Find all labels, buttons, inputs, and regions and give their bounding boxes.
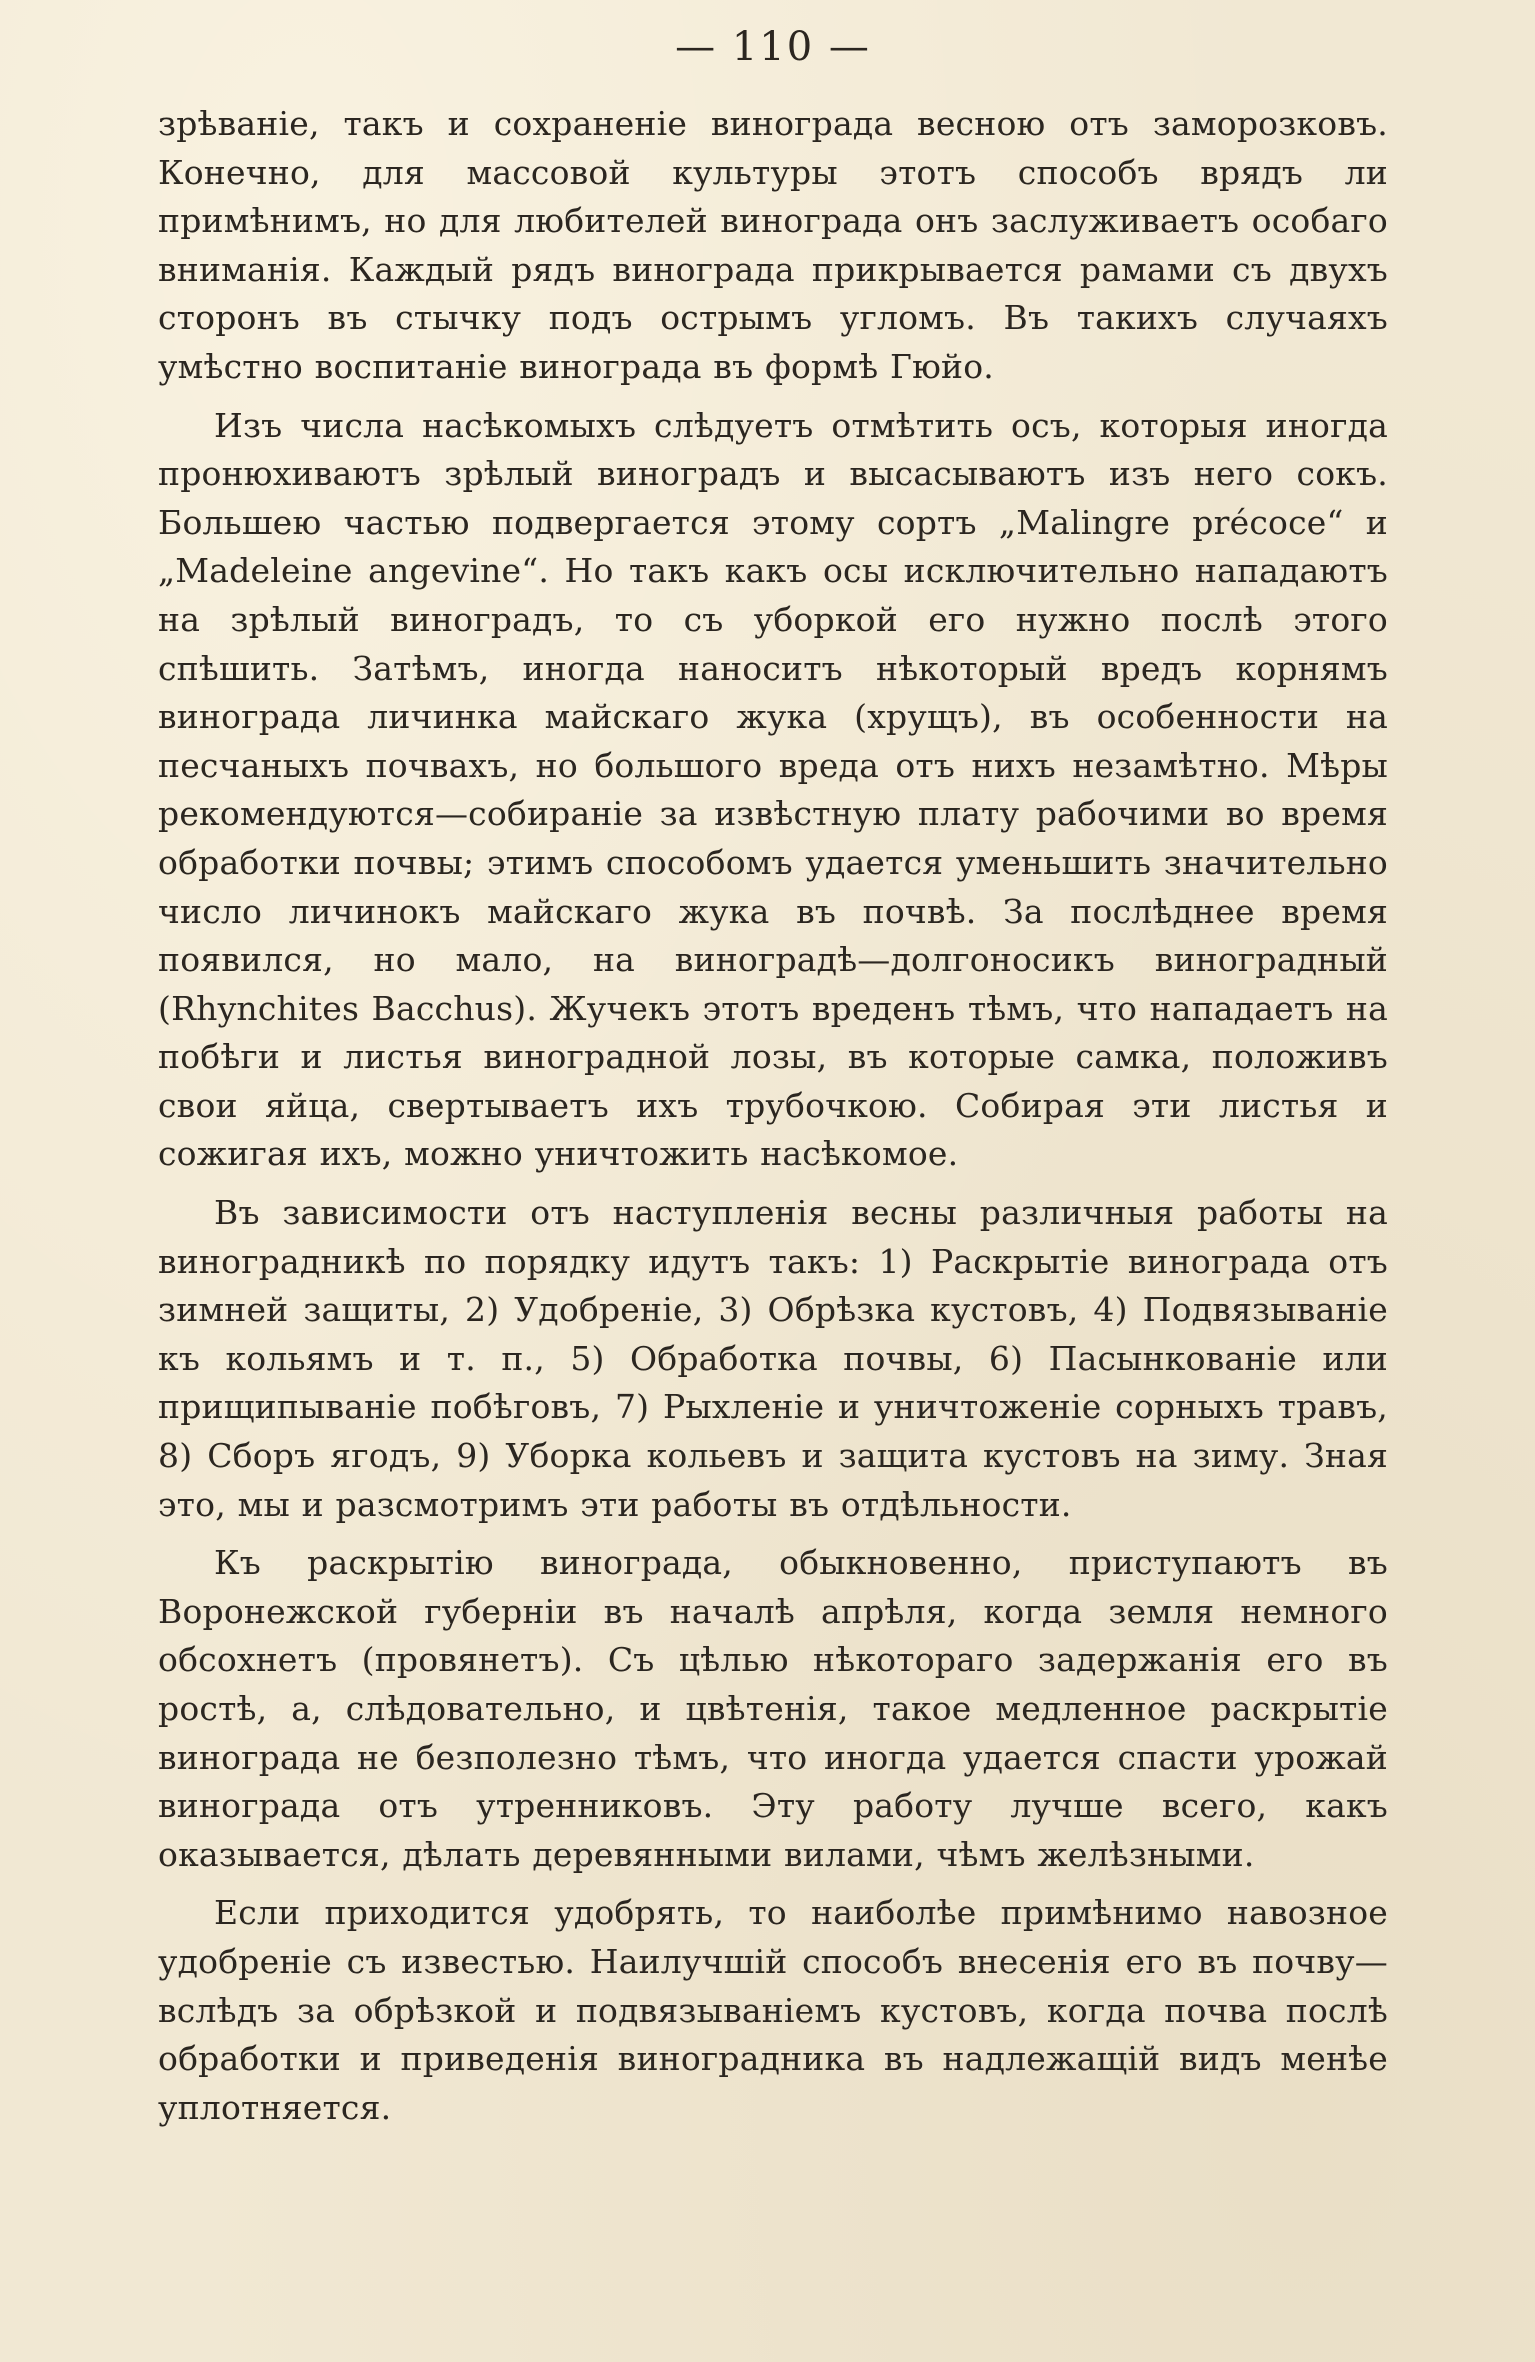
- paragraph-insects: Изъ числа насѣкомыхъ слѣдуетъ отмѣтить осъ, которыя иногда пронюхиваютъ зрѣлый виноградъ и высасываютъ изъ него сокъ. Большею частью подвергается этому сортъ „Malingre précoce“ и „Madeleine angevine“. Но такъ какъ осы исключительно нападаютъ на зрѣлый виноградъ, то съ уборкой его нужно послѣ этого спѣшить. Затѣмъ, иногда наноситъ нѣкоторый вредъ корнямъ винограда личинка майскаго жука (хрущъ), въ особенности на песчаныхъ почвахъ, но большого вреда отъ нихъ незамѣтно. Мѣры рекомендуются—собираніе за извѣстную плату рабочими во время обработки почвы; этимъ способомъ удается уменьшить значительно число личинокъ майскаго жука въ почвѣ. За послѣднее время появился, но мало, на виноградѣ—долгоносикъ виноградный (Rhynchites Bacchus). Жучекъ этотъ вреденъ тѣмъ, что нападаетъ на побѣги и листья виноградной лозы, въ которые самка, положивъ свои яйца, свертываетъ ихъ трубочкою. Собирая эти листья и сожигая ихъ, можно уничтожить насѣкомое.: [158, 405, 1388, 1174]
- book-page: [158, 0, 1388, 2142]
- page-text: [158, 100, 1388, 2132]
- paragraph-fertilizing: Если приходится удобрять, то наиболѣе примѣнимо навозное удобреніе съ известью. Наилучшій способъ внесенія его въ почву—вслѣдъ за обрѣзкой и подвязываніемъ кустовъ, когда почва послѣ обработки и приведенія виноградника въ надлежащій видъ менѣе уплотняется.: [158, 1893, 1388, 2127]
- paragraph-work-order: Въ зависимости отъ наступленія весны различныя работы на виноградникѣ по порядку идутъ такъ: 1) Раскрытіе винограда отъ зимней защиты, 2) Удобреніе, 3) Обрѣзка кустовъ, 4) Подвязываніе къ кольямъ и т. п., 5) Обработка почвы, 6) Пасынкованіе или прищипываніе побѣговъ, 7) Рыхленіе и уничтоженіе сорныхъ травъ, 8) Сборъ ягодъ, 9) Уборка кольевъ и защита кустовъ на зиму. Зная это, мы и разсмотримъ эти работы въ отдѣльности.: [158, 1193, 1388, 1524]
- page-number: — 110 —: [675, 24, 871, 70]
- paragraph-uncovering: Къ раскрытію винограда, обыкновенно, приступаютъ въ Воронежской губерніи въ началѣ апрѣля, когда земля немного обсохнетъ (провянетъ). Съ цѣлью нѣкотораго задержанія его въ ростѣ, а, слѣдовательно, и цвѣтенія, такое медленное раскрытіе винограда не безполезно тѣмъ, что иногда удается спасти урожай винограда отъ утренниковъ. Эту работу лучше всего, какъ оказывается, дѣлать деревянными вилами, чѣмъ желѣзными.: [158, 1543, 1388, 1874]
- paragraph-continuation: зрѣваніе, такъ и сохраненіе винограда весною отъ заморозковъ. Конечно, для массовой культуры этотъ способъ врядъ ли примѣнимъ, но для любителей винограда онъ заслуживаетъ особаго вниманія. Каждый рядъ винограда прикрывается рамами съ двухъ сторонъ въ стычку подъ острымъ угломъ. Въ такихъ случаяхъ умѣстно воспитаніе винограда въ формѣ Гюйо.: [158, 104, 1388, 386]
